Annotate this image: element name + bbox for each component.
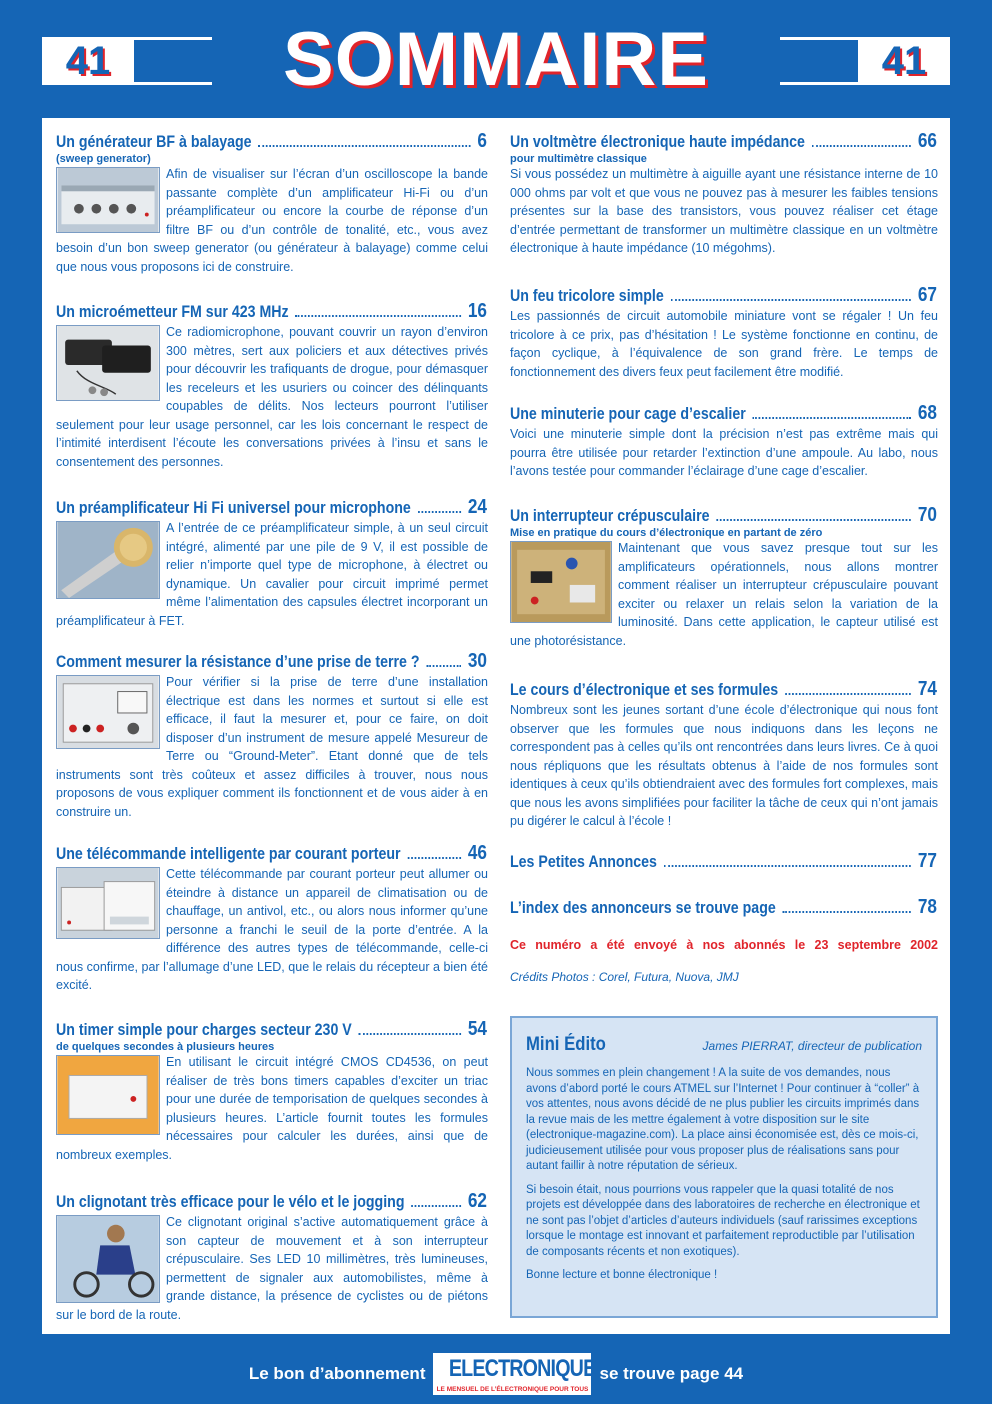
article-title[interactable]: Un générateur BF à balayage 6 [56, 130, 487, 152]
page-number: 46 [467, 842, 487, 864]
article-mains-timer[interactable] [56, 1018, 488, 1164]
contents-panel [42, 118, 950, 1334]
article-subtitle: de quelques secondes à plusieurs heures [56, 1041, 275, 1053]
timer-photo [56, 1055, 160, 1135]
page-number: 54 [467, 1018, 487, 1040]
article-summary: Nombreux sont les jeunes sortant d’une école d’électronique qui nous font observer que les formules que nous indiquons dans les leçons ne correspondent pas à celles qu’ils ont rencontrées dans leurs livres. Ce à quoi nous répliquons que les résultats obtenus à l’aide de nos formules sont identiques à ceux qu’ils obtiendraient avec des formules fort complexes, mais que nous les avons simplifiées pour faciliter la tâche de ceux qui n’ont jamais pu digérer le calcul à l’école ! [510, 703, 938, 828]
mini-edito-box [510, 1016, 938, 1318]
article-title[interactable]: Un feu tricolore simple 67 [510, 284, 937, 306]
article-title[interactable]: Une télécommande intelligente par courant porteur 46 [56, 842, 487, 864]
article-summary: Pour vérifier si la prise de terre d’une installation électrique est dans les normes et surtout si elle est efficace, il faut la mesurer et, pour ce faire, on doit disposer d’un instrument de mesure appelé Mesureur de Terre ou “Ground-Meter”. Etant donné que de tels instruments sont très coûteux et assez difficiles à trouver, nous nous proposons de vous expliquer comment ils fonctionnent et de vous aider à en construire un. [56, 675, 488, 819]
issue-number-left: 41 [65, 39, 111, 83]
article-title[interactable]: Un préamplificateur Hi Fi universel pour microphone 24 [56, 496, 487, 518]
article-stair-timer[interactable] [510, 402, 938, 481]
article-title[interactable]: Les Petites Annonces 77 [510, 850, 937, 872]
article-fm-microemitter[interactable] [56, 300, 488, 471]
page-number: 70 [917, 504, 937, 526]
issue-number-right: 41 [881, 39, 927, 83]
article-subtitle: (sweep generator) [56, 153, 151, 165]
article-earth-resistance[interactable] [56, 650, 488, 821]
sweep-generator-photo [56, 167, 160, 233]
article-powerline-remote[interactable] [56, 842, 488, 995]
article-title[interactable]: Comment mesurer la résistance d’une prise de terre ? 30 [56, 650, 487, 672]
article-classified-ads[interactable] [510, 850, 938, 873]
circuit-board-photo [510, 541, 612, 623]
page-number: 6 [477, 130, 487, 152]
page-number: 68 [917, 402, 937, 424]
header [42, 17, 950, 102]
edito-author: James PIERRAT, directeur de publication [702, 1039, 922, 1053]
article-summary: Les passionnés de circuit automobile miniature vont se régaler ! Un feu tricolore à ce prix, pas d’hésitation ! Le système fonctionne en continu, de façon cyclique, à l’équivalence de son grand frère. Le temps de fonctionnement des divers feux peut facilement être modifié. [510, 309, 938, 379]
article-title[interactable]: Le cours d’électronique et ses formules 74 [510, 678, 937, 700]
article-title[interactable]: Un microémetteur FM sur 423 MHz 16 [56, 300, 487, 322]
article-summary: Ce radiomicrophone, pouvant couvrir un rayon d’environ 300 mètres, sert aux policiers et aux détectives privés pour découvrir les trafiquants de drogue, pour démasquer les receleurs et les usuriers ou coincer des délinquants coupables de délits. Nos lecteurs pourront l’utiliser seulement pour leur usage personnel, car les lois concernant le respect de l’intimité interdisent l’écoute les conversations privées à l’insu et sans le consentement des personnes. [56, 325, 488, 469]
page-title: SOMMAIRE [212, 18, 780, 102]
ground-meter-photo [56, 675, 160, 749]
microemitter-photo [56, 325, 160, 401]
cyclist-photo [56, 1215, 160, 1303]
article-bike-flasher[interactable] [56, 1190, 488, 1324]
edito-paragraph: Nous sommes en plein changement ! A la suite de vos demandes, nous avons d’abord porté le cours ATMEL sur l’Internet ! Pour continuer à “coller” à vos attentes, nous avons décidé de ne plus publier les circuits imprimés dans la revue mais de les mettre également à votre disposition sur le site (electronique-magazine.com). La place ainsi économisée est, dès ce mois-ci, judicieusement utilisée pour vous proposer plus de réalisations sans pour autant faillir à notre réputation de sérieux. [526, 1067, 920, 1172]
footer [0, 1352, 992, 1396]
article-summary: Maintenant que vous savez presque tout sur les amplificateurs opérationnels, nous allons montrer comment réaliser un interrupteur crépusculaire pouvant exciter ou relaxer un relais selon la variation de la luminosité. Dans cette application, le capteur utilisé est une photorésistance. [510, 541, 938, 648]
remote-control-photo [56, 867, 160, 939]
article-sweep-generator[interactable] [56, 130, 488, 276]
article-subtitle: Mise en pratique du cours d’électronique en partant de zéro [510, 527, 823, 539]
subscription-text-left: Le bon d’abonnement [248, 1364, 426, 1383]
page-number: 30 [467, 650, 487, 672]
article-summary: Voici une minuterie simple dont la précision n’est pas extrême mais qui pourra être utilisée pour retarder l’extinction d’une ampoule. Au labo, nous l’avons testée pour commander l’éclairage d’une cage d’escalier. [510, 427, 938, 478]
page-number: 66 [917, 130, 937, 152]
page-number: 78 [917, 896, 937, 918]
page-number: 74 [917, 678, 937, 700]
electronique-logo [433, 1353, 596, 1395]
article-summary: Cette télécommande par courant porteur peut allumer ou éteindre à distance un appareil de climatisation ou de chauffage, un antivol, etc., ou alors nous informer qu’une personne a franchi le seuil de la porte d’entrée. A la différence des autres types de télécommande, celle-ci nous confirme, par l’allumage d’une LED, que le relais du récepteur a bien été excité. [56, 867, 488, 992]
article-title[interactable]: Un clignotant très efficace pour le vélo et le jogging 62 [56, 1190, 487, 1212]
article-title[interactable]: L’index des annonceurs se trouve page 78 [510, 896, 937, 918]
page-number: 62 [467, 1190, 487, 1212]
edito-title: Mini Édito [526, 1034, 606, 1055]
article-summary: Afin de visualiser sur l’écran d’un oscilloscope la bande passante complète d’un amplificateur Hi-Fi ou d’un préamplificateur ou encore la courbe de réponse d’un filtre BF ou d’un contrôle de tonalité, etc., vous avez besoin d’un bon sweep generator (ou générateur à balayage) comme celui que nous vous proposons ici de construire. [56, 167, 488, 274]
page-number: 77 [917, 850, 937, 872]
logo-wordmark: ELECTRONIQUE [449, 1355, 596, 1382]
logo-tagline: LE MENSUEL DE L’ÉLECTRONIQUE POUR TOUS [436, 1386, 589, 1393]
article-traffic-light[interactable] [510, 284, 938, 381]
article-title[interactable]: Un interrupteur crépusculaire 70 [510, 504, 937, 526]
photo-credits: Crédits Photos : Corel, Futura, Nuova, JMJ [510, 970, 739, 984]
article-electronics-course[interactable] [510, 678, 938, 831]
edito-paragraph: Si besoin était, nous pourrions vous rappeler que la quasi totalité de nos projets est développée dans des laboratoires de recherche en électronique et ne sont pas l’objet d’articles d’auteurs individuels (sauf rarissimes exceptions lorsque le montage est innovant et parfaitement reproductible par l’utilisation de composants récents et non exotiques). [526, 1183, 920, 1258]
subscription-text-right: se trouve page 44 [599, 1364, 744, 1383]
edito-paragraph: Bonne lecture et bonne électronique ! [526, 1269, 718, 1281]
article-title[interactable]: Un timer simple pour charges secteur 230 V 54 [56, 1018, 487, 1040]
article-summary: En utilisant le circuit intégré CMOS CD4536, on peut réaliser de très bons timers capables d’exciter un triac pour une durée de temporisation de quelques secondes à plusieurs heures. L’article fournit toutes les formules nécessaires pour calculer les durées, ainsi que de nombreux exemples. [56, 1055, 488, 1162]
article-title[interactable]: Une minuterie pour cage d’escalier 68 [510, 402, 937, 424]
subscriber-mailing-note: Ce numéro a été envoyé à nos abonnés le 23 septembre 2002 [510, 938, 938, 952]
page-number: 24 [467, 496, 487, 518]
article-summary: A l’entrée de ce préamplificateur simple, à un seul circuit intégré, alimenté par une pile de 9 V, il est possible de relier n’importe quel type de microphone, à électret ou dynamique. Un cavalier pour circuit imprimé permet même l’alimentation des capsules électret incorporant un préamplificateur à FET. [56, 521, 488, 628]
page-number: 16 [467, 300, 487, 322]
microphone-photo [56, 521, 160, 599]
article-twilight-switch[interactable] [510, 504, 938, 650]
article-hifi-preamp[interactable] [56, 496, 488, 630]
article-subtitle: pour multimètre classique [510, 153, 647, 165]
article-title[interactable]: Un voltmètre électronique haute impédance 66 [510, 130, 937, 152]
page-number: 67 [917, 284, 937, 306]
article-advertiser-index[interactable] [510, 896, 938, 919]
article-summary: Ce clignotant original s’active automatiquement grâce à son capteur de mouvement et à son interrupteur crépusculaire. Ses LED 10 millimètres, très lumineuses, permettent de signaler aux automobilistes, même à grande distance, la présence de cyclistes ou de piétons sur le bord de la route. [56, 1215, 488, 1322]
article-summary: Si vous possédez un multimètre à aiguille ayant une résistance interne de 10 000 ohms par volt et que vous ne pouvez pas à mesurer les faibles tensions présentes sur la base des transistors, vous pouvez réaliser cet étage d’entrée permettant de transformer un multimètre classique en un voltmètre électronique à haute impédance (10 mégohms). [510, 167, 938, 255]
article-voltmeter[interactable] [510, 130, 938, 258]
